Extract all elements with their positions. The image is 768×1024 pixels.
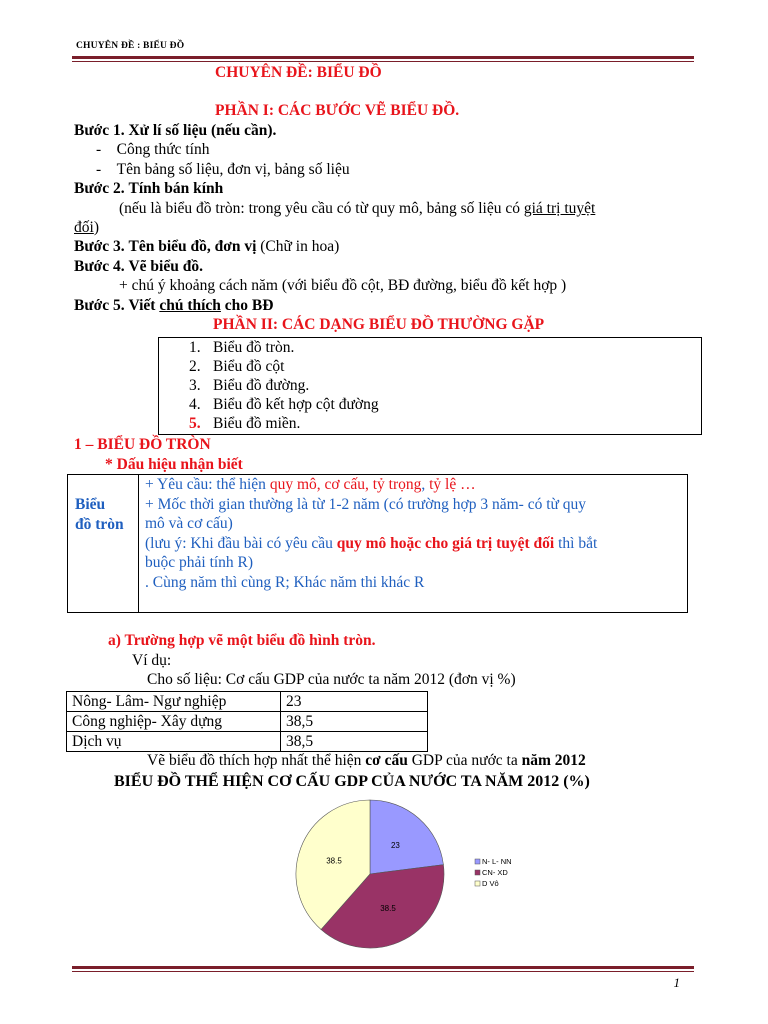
step2 — [74, 180, 223, 198]
type-num-1: 1. — [189, 339, 201, 356]
section1-title: 1 – BIỂU ĐỒ TRÒN — [74, 436, 211, 453]
step3-label: Bước 3. — [74, 238, 125, 255]
given-text: Cho số liệu: Cơ cấu GDP của nước ta năm 2012 (đơn vị %) — [147, 671, 516, 688]
sign-line-1d: tỷ lệ … — [429, 476, 476, 493]
step5-label: Bước 5. — [74, 297, 125, 314]
step1-item-2-text: Tên bảng số liệu, đơn vị, bảng số liệu — [116, 161, 350, 178]
step2-note-cont — [74, 219, 99, 237]
step3 — [74, 238, 339, 256]
page-number: 1 — [673, 975, 680, 990]
step2-note-close: ) — [93, 219, 99, 236]
table-row — [67, 692, 428, 712]
step3-title: Tên biểu đồ, đơn vị — [128, 238, 257, 255]
type-item-4 — [189, 396, 379, 414]
step2-note-underline: giá trị tuyệt — [523, 200, 596, 217]
doc-title: CHUYÊN ĐỀ: BIỂU ĐỒ — [215, 64, 382, 81]
legend-swatch-2 — [475, 870, 480, 875]
part1-title: PHẦN I: CÁC BƯỚC VẼ BIỂU ĐỒ. — [215, 102, 460, 119]
step2-note — [119, 200, 595, 218]
step1 — [74, 122, 276, 140]
type-num-5: 5. — [189, 415, 201, 432]
header-rule — [72, 56, 694, 62]
step1-item-2: - Tên bảng số liệu, đơn vị, bảng số liệu — [96, 161, 350, 178]
step4-note: + chú ý khoảng cách năm (với biểu đồ cột, BĐ đường, biểu đồ kết hợp ) — [119, 277, 567, 294]
example-label: Ví dụ: — [132, 652, 172, 669]
step4-label: Bước 4. — [74, 258, 125, 275]
type-num-2: 2. — [189, 358, 201, 375]
sign-line-3: mô và cơ cấu) — [145, 515, 233, 532]
task-c: GDP của nước ta — [407, 752, 522, 769]
step2-title: Tính bán kính — [128, 180, 224, 197]
step3-extra: (Chữ in hoa) — [256, 238, 340, 255]
sign-line-4 — [145, 535, 597, 553]
step4-title: Vẽ biểu đồ. — [128, 258, 203, 275]
sign-line-4a: (lưu ý: Khi đầu bài có yêu cầu — [145, 535, 337, 552]
type-item-1 — [189, 339, 294, 357]
type-item-3 — [189, 377, 309, 395]
pie-data-label-2: 38.5 — [380, 904, 396, 913]
sign-line-1 — [145, 476, 476, 494]
type-item-2 — [189, 358, 284, 376]
sign-line-1b: quy mô, cơ cấu, tỷ trọng — [269, 476, 422, 493]
step5-underline: chú thích — [159, 297, 221, 314]
type-label-4: Biểu đồ kết hợp cột đường — [213, 396, 379, 413]
sign-table — [67, 474, 688, 613]
task-b: cơ cấu — [365, 752, 408, 769]
legend-swatch-1 — [475, 859, 480, 864]
page-header: CHUYÊN ĐỀ : BIỂU ĐỒ — [76, 41, 185, 51]
sign-line-5: buộc phải tính R) — [145, 554, 254, 571]
step2-note-text: (nếu là biểu đồ tròn: trong yêu cầu có từ quy mô, bảng số liệu có — [119, 200, 524, 217]
step2-label: Bước 2. — [74, 180, 125, 197]
pie-slice-1 — [370, 800, 443, 874]
step2-note-underline-2: đối — [74, 219, 94, 236]
task-text — [147, 752, 586, 770]
type-num-4: 4. — [189, 396, 201, 413]
type-label-3: Biểu đồ đường. — [213, 377, 310, 394]
step5 — [74, 297, 273, 315]
table-cell-name: Nông- Lâm- Ngư nghiệp — [67, 692, 281, 712]
table-row — [67, 712, 428, 732]
sign-line-4c: thì bắt — [554, 535, 598, 552]
step5-pre: Viết — [128, 297, 160, 314]
table-row — [67, 732, 428, 752]
part2-title: PHẦN II: CÁC DẠNG BIỂU ĐỒ THƯỜNG GẶP — [213, 316, 545, 333]
sign-head-1: Biểu — [75, 496, 106, 513]
step1-label: Bước 1. — [74, 122, 125, 139]
sign-line-2: + Mốc thời gian thường là từ 1-2 năm (có trường hợp 3 năm- có từ quy — [145, 496, 587, 513]
pie-data-label-3: 38.5 — [326, 856, 342, 866]
legend-label-3: D Vô — [482, 879, 499, 888]
step1-item-1-text: Công thức tính — [116, 141, 210, 158]
sign-line-1c: , — [421, 476, 430, 493]
step1-title: Xử lí số liệu (nếu cần). — [128, 122, 277, 139]
type-num-3: 3. — [189, 377, 201, 394]
legend-label-1: N- L- NN — [482, 857, 512, 866]
type-label-2: Biểu đồ cột — [213, 358, 285, 375]
table-cell-value: 38,5 — [281, 732, 428, 752]
sign-line-4b: quy mô hoặc cho giá trị tuyệt đối — [336, 535, 555, 552]
step5-post: cho BĐ — [220, 297, 274, 314]
step1-item-1: - Công thức tính — [96, 141, 210, 158]
gdp-table — [66, 691, 428, 752]
signs-title: * Dấu hiệu nhận biết — [105, 456, 243, 473]
legend-swatch-3 — [475, 881, 480, 886]
legend-label-2: CN- XD — [482, 868, 508, 877]
type-label-5: Biểu đồ miền. — [213, 415, 301, 432]
sign-head-2: đồ tròn — [75, 516, 124, 533]
task-a: Vẽ biểu đồ thích hợp nhất thể hiện — [147, 752, 366, 769]
type-item-5 — [189, 415, 300, 433]
pie-data-label-1: 23 — [390, 841, 400, 851]
sign-line-6: . Cùng năm thì cùng R; Khác năm thi khác R — [145, 574, 425, 591]
table-cell-name: Công nghiệp- Xây dựng — [67, 712, 281, 732]
task-d: năm 2012 — [521, 752, 586, 769]
case-a-title: a) Trường hợp vẽ một biểu đồ hình tròn. — [108, 632, 376, 649]
chart-types-box — [158, 337, 702, 435]
table-cell-value: 23 — [281, 692, 428, 712]
step4 — [74, 258, 203, 276]
type-label-1: Biểu đồ tròn. — [213, 339, 295, 356]
footer-rule — [72, 966, 694, 972]
sign-line-1a: + Yêu cầu: thể hiện — [145, 476, 270, 493]
chart-title: BIỂU ĐỒ THỂ HIỆN CƠ CẤU GDP CỦA NƯỚC TA NĂM 2012 (%) — [114, 773, 590, 790]
table-cell-name: Dịch vụ — [67, 732, 281, 752]
sign-table-head — [68, 475, 139, 612]
table-cell-value: 38,5 — [281, 712, 428, 732]
pie-chart — [260, 790, 560, 960]
